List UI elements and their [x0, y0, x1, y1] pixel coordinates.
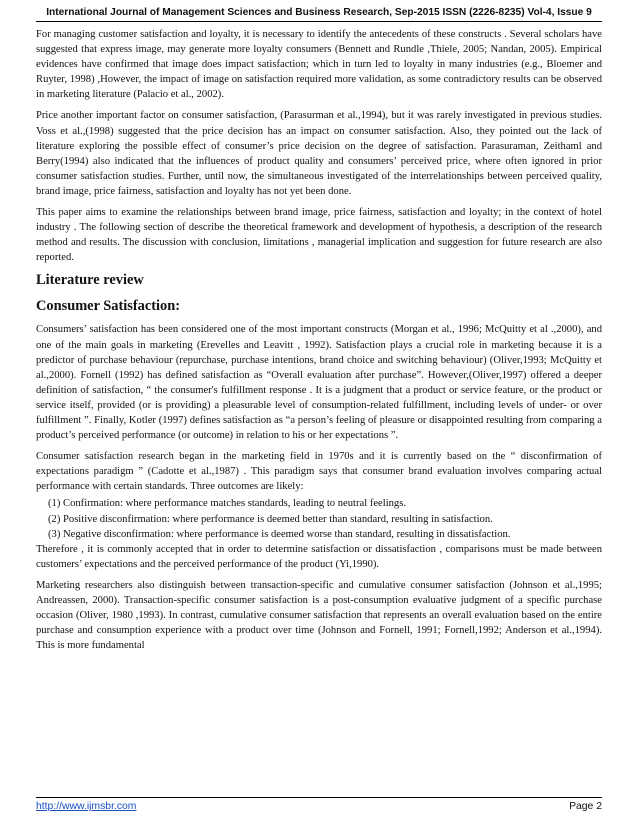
paragraph-therefore: Therefore , it is commonly accepted that in order to determine satisfaction or dissatisfaction , comparisons must be made between customers’ expectations and the perceived performance of the product (Yi,1990). — [36, 543, 602, 570]
journal-url-link[interactable]: http://www.ijmsbr.com — [36, 801, 137, 812]
heading-literature-review: Literature review — [36, 272, 144, 289]
paragraph-price: Price another important factor on consumer satisfaction, (Parasurman et al.,1994), but it was rarely investigated in previous studies. Voss et al.,(1998) suggested that the price decision has an impact on consumer satisfaction. Also, they pointed out the lack of literature exploring the possible effect of consumer’s price decision on the degree of satisfaction. Parasuraman, Zeithaml and Berry(1994) also indicated that the influences of product quality and consumers’ perceived price, where often ignored in prior consumer satisfaction studies. Further, until now, the simultaneous investigated of the interrelationships between perceived quality, brand image, price fairness, satisfaction and loyalty has not yet been done. — [36, 110, 602, 197]
paragraph-disconfirmation: Consumer satisfaction research began in the marketing field in 1970s and it is currently based on the “ disconfirmation of expectations paradigm ” (Cadotte et al.,1987) . This paradigm says that consumer brand evaluation involves comparing actual performance with certain standards. Three outcomes are likely: — [36, 451, 602, 493]
page-footer — [36, 797, 602, 812]
journal-header: International Journal of Management Sciences and Business Research, Sep-2015 ISSN (2226-8235) Vol-4, Issue 9 — [36, 7, 602, 22]
outcomes-list — [36, 496, 602, 541]
paragraph-aims: This paper aims to examine the relationships between brand image, price fairness, satisfaction and loyalty; in the context of hotel industry . The following section of describe the theoretical framework and development of hypothesis, a description of the research method and results. The discussion with conclusion, limitations , managerial implication and suggestion for future research are also reported. — [36, 207, 602, 264]
list-item: (3) Negative disconfirmation: where performance is deemed worse than standard, resulting in dissatisfaction. — [48, 528, 511, 540]
list-item: (1) Confirmation: where performance matches standards, leading to neutral feelings. — [48, 498, 406, 510]
paragraph-transaction-cumulative: Marketing researchers also distinguish between transaction-specific and cumulative consumer satisfaction (Johnson et al.,1995; Andreassen, 2000). Transaction-specific consumer satisfaction is a post-consumption evaluative judgment of a specific purchase occasion (Oliver, 1980 ,1993). In contrast, cumulative consumer satisfaction that represents an overall evaluation based on the entire purchase and consumption experience with a product over time (Johnson and Fornell, 1991; Fornell,1992; Anderson et al.,1994). This is more fundamental — [36, 579, 602, 652]
paper-body — [36, 27, 602, 659]
page-number: Page 2 — [569, 801, 602, 812]
paragraph-antecedents: For managing customer satisfaction and loyalty, it is necessary to identify the antecedents of these constructs . Several scholars have suggested that express image, may generate more loyalty consumers (Bennett and Rundle ,Thiele, 2005; Nandan, 2005). Empirical evidences have confirmed that image does impact satisfaction; which in turn led to loyalty in many industries (e.g., Bloemer and Ruyter, 1998) ,However, the impact of image on satisfaction required more validation, as some contradictory results can be observed in marketing literature (Palacio et al., 2002). — [36, 29, 602, 101]
heading-consumer-satisfaction: Consumer Satisfaction: — [36, 298, 181, 315]
list-item: (2) Positive disconfirmation: where performance is deemed better than standard, resulting in satisfaction. — [48, 513, 493, 525]
paragraph-satisfaction-definition: Consumers’ satisfaction has been considered one of the most important constructs (Morgan et al., 1996; McQuitty et al .,2000), and one of the main goals in marketing (Erevelles and Leavitt , 1992). Satisfaction plays a crucial role in marketing because it is a predictor of purchase behaviour (repurchase, purchase intentions, brand choice and switching behaviour) (Oliver,1993; McQuitty et al.,2000). Fornell (1992) has defined satisfaction as “Overall evaluation after purchase”. However,(Oliver,1997) offered a deeper definition of satisfaction, “ the consumer's fulfillment response . It is a judgment that a product or service feature, or the product or service itself, provided (or is providing) a pleasurable level of consumption-related fulfillment, including levels of under- or over fulfillment ”. Finally, Kotler (1997) defines satisfaction as “a person’s feeling of pleasure or disappointed resulting from comparing a product’s perceived performance (or outcome) in relation to his or her expectations ”. — [36, 324, 602, 442]
